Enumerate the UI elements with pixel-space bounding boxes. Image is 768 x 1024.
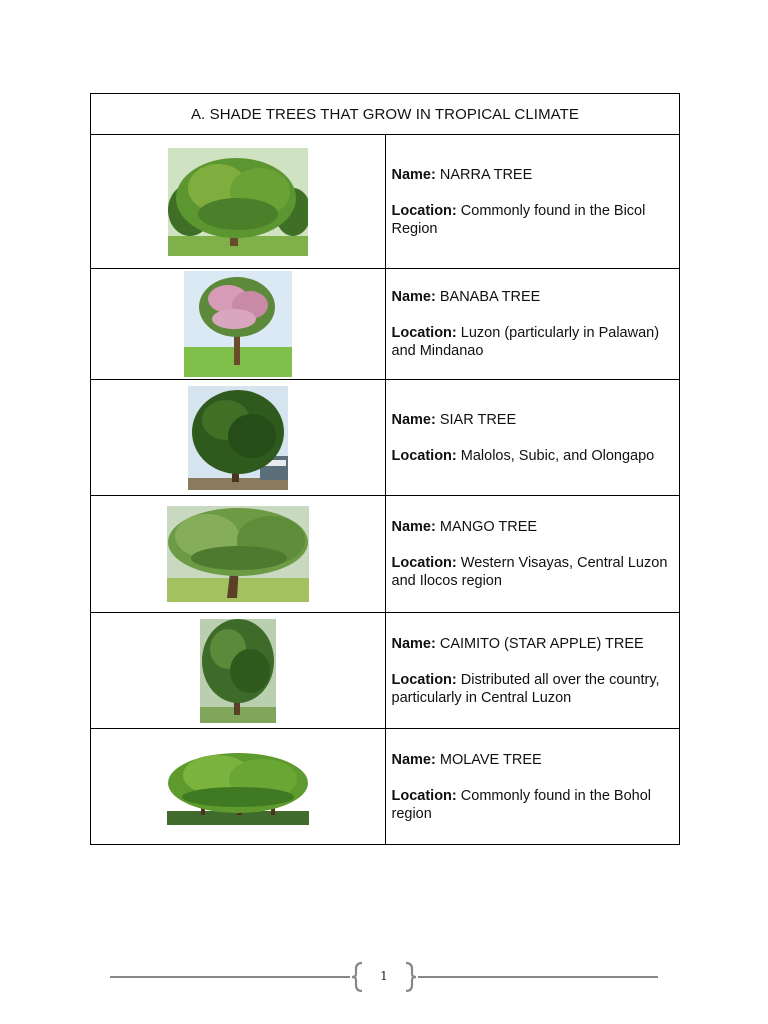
tree-info-cell (385, 269, 680, 380)
table-row (91, 380, 680, 496)
tree-location: Commonly found in the Bohol region (391, 787, 652, 822)
tree-photo-cell (91, 380, 386, 496)
tree-name-line (392, 166, 670, 184)
name-label: Name: (391, 289, 436, 305)
tree-photo-cell (91, 496, 386, 613)
tree-location-line (392, 554, 670, 590)
tree-photo-cell (91, 269, 386, 380)
tree-name-line (392, 411, 670, 429)
siar-tree-photo (188, 386, 288, 490)
table-row (91, 269, 680, 380)
table-heading-row (91, 94, 680, 135)
page-footer (110, 960, 658, 994)
location-label: Location: (391, 447, 457, 464)
tree-location: Luzon (particularly in Palawan) and Mindanao (391, 325, 660, 359)
tree-name: MOLAVE TREE (439, 751, 542, 768)
location-label: Location: (391, 325, 457, 341)
tree-photo-cell (91, 135, 386, 269)
shade-trees-table (90, 93, 680, 845)
location-label: Location: (391, 787, 457, 804)
tree-photo-cell (91, 613, 386, 729)
table-row (91, 613, 680, 729)
tree-photo-cell (91, 729, 386, 845)
caimito-tree-photo (200, 619, 276, 723)
location-label: Location: (391, 555, 457, 571)
tree-location: Commonly found in the Bicol Region (391, 202, 646, 237)
tree-info-cell (385, 380, 680, 496)
tree-info-cell (385, 496, 680, 613)
tree-name: BANABA TREE (439, 289, 541, 305)
location-label: Location: (391, 202, 457, 219)
name-label: Name: (391, 519, 436, 535)
tree-name: SIAR TREE (439, 411, 517, 428)
name-label: Name: (391, 635, 436, 652)
name-label: Name: (391, 751, 436, 768)
name-label: Name: (391, 166, 436, 183)
tree-location-line (392, 787, 670, 823)
tree-name: CAIMITO (STAR APPLE) TREE (439, 635, 644, 652)
tree-info-cell (385, 135, 680, 269)
tree-name: MANGO TREE (439, 519, 538, 535)
narra-tree-photo (168, 148, 308, 256)
table-row (91, 729, 680, 845)
tree-name: NARRA TREE (439, 166, 533, 183)
table-row (91, 135, 680, 269)
mango-tree-photo (167, 506, 309, 602)
tree-name-line (392, 635, 670, 653)
molave-tree-photo (167, 749, 309, 825)
tree-name-line (392, 518, 670, 536)
location-label: Location: (391, 671, 457, 688)
tree-info-cell (385, 613, 680, 729)
table-heading: A. SHADE TREES THAT GROW IN TROPICAL CLIMATE (91, 94, 680, 135)
tree-location-line (392, 671, 670, 707)
name-label: Name: (391, 411, 436, 428)
page-number: 1 (380, 969, 388, 983)
tree-location: Distributed all over the country, particularly in Central Luzon (391, 671, 660, 706)
table-row (91, 496, 680, 613)
tree-location-line (392, 324, 670, 360)
tree-location: Western Visayas, Central Luzon and Ilocos region (391, 555, 668, 589)
tree-name-line (392, 288, 670, 306)
tree-info-cell (385, 729, 680, 845)
tree-name-line (392, 751, 670, 769)
banaba-tree-photo (184, 271, 292, 377)
tree-location: Malolos, Subic, and Olongapo (460, 447, 655, 464)
tree-location-line (392, 202, 670, 238)
tree-location-line (392, 447, 670, 465)
